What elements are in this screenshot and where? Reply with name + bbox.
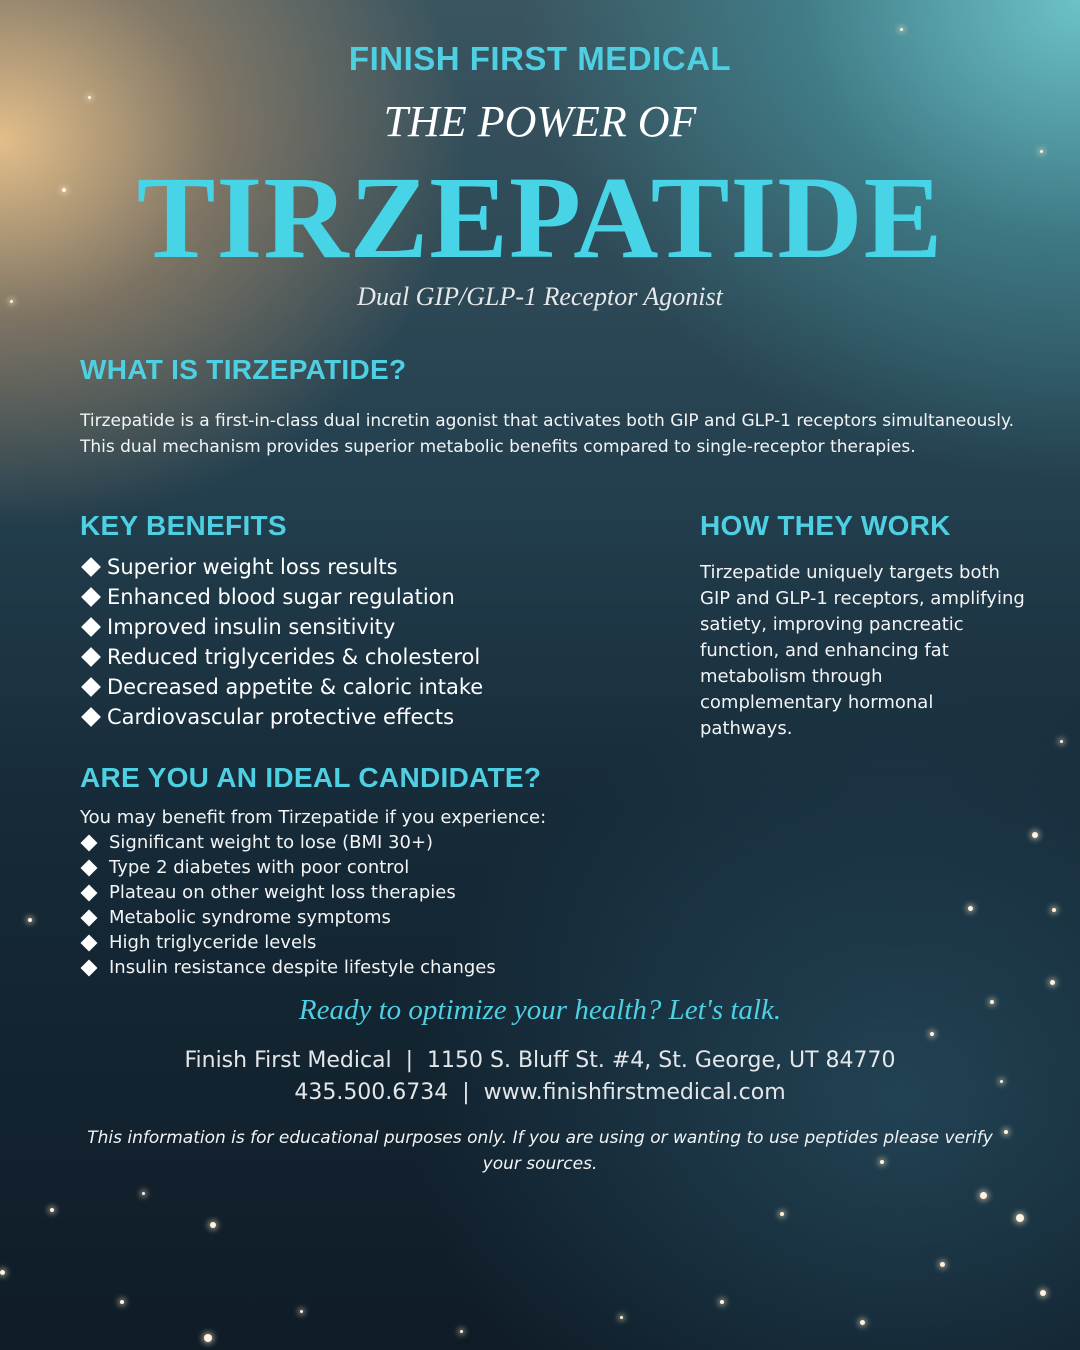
list-item: Significant weight to lose (BMI 30+) xyxy=(80,830,496,855)
diamond-bullet-icon xyxy=(81,959,98,976)
list-item: Cardiovascular protective effects xyxy=(80,702,483,732)
kicker-heading: THE POWER OF xyxy=(383,97,697,146)
candidate-intro: You may benefit from Tirzepatide if you experience: xyxy=(80,807,547,828)
diamond-bullet-icon xyxy=(81,884,98,901)
page-subtitle: Dual GIP/GLP-1 Receptor Agonist xyxy=(357,282,723,311)
diamond-bullet-icon xyxy=(81,647,101,667)
how-they-work-body: Tirzepatide uniquely targets both GIP and GLP-1 receptors, amplifying satiety, improving pancreatic function, and enhancing fat metabolism through complementary hormonal pathways. xyxy=(700,562,1025,739)
list-item: Improved insulin sensitivity xyxy=(80,612,483,642)
list-item: Type 2 diabetes with poor control xyxy=(80,855,496,880)
diamond-bullet-icon xyxy=(81,587,101,607)
diamond-bullet-icon xyxy=(81,617,101,637)
candidate-heading: ARE YOU AN IDEAL CANDIDATE? xyxy=(80,762,542,793)
diamond-bullet-icon xyxy=(81,909,98,926)
call-to-action: Ready to optimize your health? Let's talk. xyxy=(298,994,782,1026)
list-item: Decreased appetite & caloric intake xyxy=(80,672,483,702)
brand-name: FINISH FIRST MEDICAL xyxy=(348,40,732,77)
diamond-bullet-icon xyxy=(81,934,98,951)
diamond-bullet-icon xyxy=(81,557,101,577)
contact-phone-website: 435.500.6734 | www.finishfirstmedical.com xyxy=(294,1080,786,1105)
list-item: High triglyceride levels xyxy=(80,930,496,955)
page-title: TIRZEPATIDE xyxy=(136,152,944,283)
what-is-heading: WHAT IS TIRZEPATIDE? xyxy=(80,354,407,385)
contact-address: Finish First Medical | 1150 S. Bluff St. #4, St. George, UT 84770 xyxy=(184,1048,896,1073)
list-item: Metabolic syndrome symptoms xyxy=(80,905,496,930)
list-item: Reduced triglycerides & cholesterol xyxy=(80,642,483,672)
diamond-bullet-icon xyxy=(81,677,101,697)
key-benefits-list xyxy=(80,552,483,732)
list-item: Insulin resistance despite lifestyle changes xyxy=(80,955,496,980)
key-benefits-heading: KEY BENEFITS xyxy=(80,510,287,541)
candidate-list xyxy=(80,830,496,980)
disclaimer: This information is for educational purposes only. If you are using or wanting to use peptides please verify your sources. xyxy=(87,1128,993,1174)
how-they-work-heading: HOW THEY WORK xyxy=(700,510,951,541)
list-item: Plateau on other weight loss therapies xyxy=(80,880,496,905)
diamond-bullet-icon xyxy=(81,707,101,727)
diamond-bullet-icon xyxy=(81,859,98,876)
list-item: Superior weight loss results xyxy=(80,552,483,582)
what-is-body: Tirzepatide is a first-in-class dual incretin agonist that activates both GIP and GLP-1 receptors simultaneously. This dual mechanism provides superior metabolic benefits compared to single-receptor therapies. xyxy=(80,411,1015,457)
list-item: Enhanced blood sugar regulation xyxy=(80,582,483,612)
diamond-bullet-icon xyxy=(81,834,98,851)
